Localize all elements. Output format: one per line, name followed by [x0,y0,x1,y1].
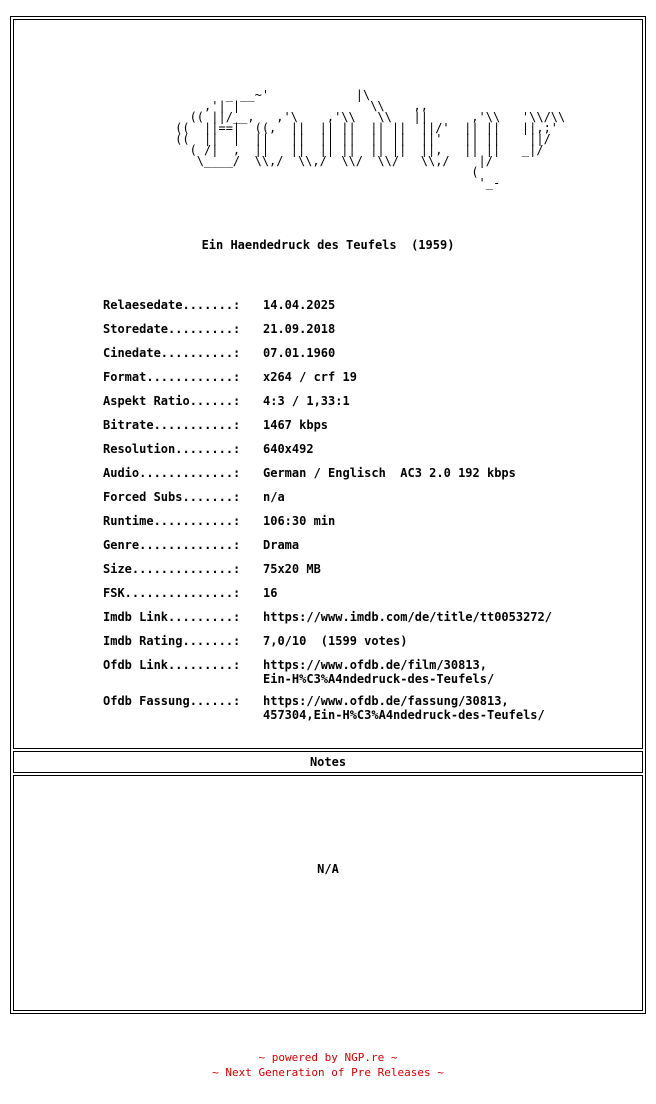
nfo-panel [13,19,643,749]
info-row-runtime [103,514,633,538]
info-value: 7,0/10 (1599 votes) [263,634,408,648]
info-key: Relaesedate.......: [103,298,241,312]
release-title: Ein Haendedruck des Teufels (1959) [201,238,455,252]
info-key: Imdb Link.........: [103,610,241,624]
info-row-audio [103,466,633,490]
info-key: FSK...............: [103,586,241,600]
notes-text: N/A [317,862,339,876]
info-value: Drama [263,538,300,552]
info-row-format [103,370,633,394]
info-value: 640x492 [263,442,314,456]
footer-powered-by[interactable]: ~ powered by NGP.re ~ [258,1051,398,1064]
info-row-resolution [103,442,633,466]
info-value: 07.01.1960 [263,346,336,360]
info-value: 21.09.2018 [263,322,336,336]
info-row-imdb-link [103,610,633,634]
ofdb-link[interactable]: https://www.ofdb.de/film/30813, Ein-H%C3%A4ndedruck-des-Teufels/ [263,658,495,686]
info-row-genre [103,538,633,562]
info-value: 14.04.2025 [263,298,336,312]
info-value: German / Englisch AC3 2.0 192 kbps [263,466,516,480]
info-row-ofdb-link [103,658,633,694]
info-key: Cinedate..........: [103,346,241,360]
info-row-storedate [103,322,633,346]
info-value: 16 [263,586,278,600]
info-key: Ofdb Link.........: [103,658,241,672]
info-key: Storedate.........: [103,322,241,336]
notes-header [13,751,643,773]
info-row-fsk [103,586,633,610]
ofdb-fassung-link[interactable]: https://www.ofdb.de/fassung/30813, 457304,Ein-H%C3%A4ndedruck-des-Teufels/ [263,694,545,722]
info-key: Aspekt Ratio......: [103,394,241,408]
notes-heading: Notes [309,755,347,769]
info-key: Audio.............: [103,466,241,480]
info-row-forced-subs [103,490,633,514]
info-value: x264 / crf 19 [263,370,357,384]
ascii-logo: _ __~' |\ ,'| | \\ ,, (( ||/__, ,'\ ,'\\ \\ || ,'\\ '\\/\\ (( ||==| ((, || || || || || ||/' || || ||,;' (( || | || || || || || || ||' || || ||/ ( /| , || || || || || || ||, || || _|/ \____/ \\,/ \\,/ \\/ \\/ \\,/ |/ ( '_- [175,88,566,190]
info-key: Genre.............: [103,538,241,552]
info-value: 4:3 / 1,33:1 [263,394,350,408]
info-key: Forced Subs.......: [103,490,241,504]
info-row-bitrate [103,418,633,442]
notes-panel [13,775,643,1011]
info-value: 75x20 MB [263,562,321,576]
footer-tagline: ~ Next Generation of Pre Releases ~ [212,1066,444,1079]
info-key: Runtime...........: [103,514,241,528]
imdb-link[interactable]: https://www.imdb.com/de/title/tt0053272/ [263,610,552,624]
info-row-ofdb-fassung [103,694,633,730]
info-key: Bitrate...........: [103,418,241,432]
info-key: Format............: [103,370,241,384]
info-value: 1467 kbps [263,418,329,432]
info-row-cinedate [103,346,633,370]
info-key: Resolution........: [103,442,241,456]
info-row-releasedate [103,298,633,322]
info-value: 106:30 min [263,514,336,528]
info-list [103,298,633,730]
info-key: Size..............: [103,562,241,576]
info-row-size [103,562,633,586]
info-key: Imdb Rating.......: [103,634,241,648]
info-row-imdb-rating [103,634,633,658]
info-key: Ofdb Fassung......: [103,694,241,708]
info-value: n/a [263,490,285,504]
footer [0,1050,656,1080]
info-row-aspect-ratio [103,394,633,418]
